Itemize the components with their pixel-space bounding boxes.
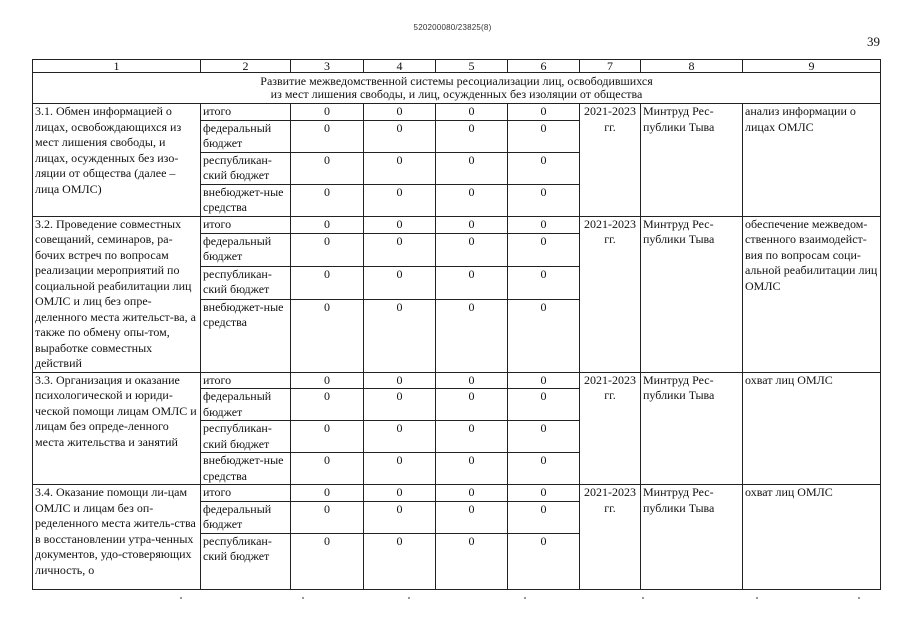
funding-amount: 0 [364, 299, 436, 372]
funding-amount: 0 [436, 184, 508, 216]
funding-amount: 0 [508, 216, 580, 233]
funding-amount: 0 [508, 233, 580, 266]
funding-amount: 0 [508, 266, 580, 299]
scan-speck [642, 597, 644, 599]
column-number: 6 [508, 60, 580, 73]
funding-row [33, 372, 881, 389]
scan-speck [756, 597, 758, 599]
funding-amount: 0 [436, 453, 508, 485]
funding-source: федеральный бюджет [201, 389, 291, 421]
funding-amount: 0 [364, 120, 436, 152]
funding-row [33, 485, 881, 502]
column-number: 4 [364, 60, 436, 73]
funding-amount: 0 [436, 104, 508, 121]
implementation-period: 2021-2023 гг. [580, 104, 641, 217]
funding-source: внебюджет-ные средства [201, 453, 291, 485]
funding-amount: 0 [364, 453, 436, 485]
funding-source: федеральный бюджет [201, 233, 291, 266]
funding-source: федеральный бюджет [201, 120, 291, 152]
column-number: 5 [436, 60, 508, 73]
funding-amount: 0 [291, 299, 364, 372]
column-number: 8 [641, 60, 743, 73]
scan-speck [524, 597, 526, 599]
funding-amount: 0 [291, 533, 364, 589]
funding-amount: 0 [364, 421, 436, 453]
scan-specks [0, 597, 905, 601]
funding-amount: 0 [508, 533, 580, 589]
funding-amount: 0 [291, 389, 364, 421]
funding-amount: 0 [436, 389, 508, 421]
funding-amount: 0 [436, 299, 508, 372]
scan-speck [408, 597, 410, 599]
funding-amount: 0 [291, 372, 364, 389]
section-title [33, 73, 881, 104]
implementation-period: 2021-2023 гг. [580, 372, 641, 485]
expected-result: обеспечение межведом-ственного взаимодейст-вия по вопросам соци-альной реабилитации лиц ОМЛС [743, 216, 881, 372]
responsible-executor: Минтруд Рес-публики Тыва [641, 485, 743, 590]
activity-description: 3.2. Проведение совместных совещаний, семинаров, ра-бочих встреч по вопросам реализации мероприятий по социальной реабилитации лиц ОМЛС и лиц без опре-деленного места жительст-ва, а также по обмену опы-том, выработке совместных действий [33, 216, 201, 372]
document-id: 520200080/23825(8) [413, 23, 492, 32]
responsible-executor: Минтруд Рес-публики Тыва [641, 372, 743, 485]
funding-amount: 0 [436, 485, 508, 502]
program-table [32, 59, 881, 590]
expected-result: охват лиц ОМЛС [743, 372, 881, 485]
column-number: 7 [580, 60, 641, 73]
funding-amount: 0 [364, 184, 436, 216]
implementation-period: 2021-2023 гг. [580, 216, 641, 372]
section-title-line-2: из мест лишения свободы, и лиц, осужденных без изоляции от общества [270, 87, 643, 101]
activity-description: 3.4. Оказание помощи ли-цам ОМЛС и лицам без оп-ределенного места житель-ства в восстановлении утра-ченных документов, удо-стоверяющих личность, о [33, 485, 201, 590]
funding-amount: 0 [508, 120, 580, 152]
funding-amount: 0 [436, 266, 508, 299]
funding-amount: 0 [508, 421, 580, 453]
section-title-row [33, 73, 881, 104]
funding-row [33, 216, 881, 233]
funding-source: внебюджет-ные средства [201, 184, 291, 216]
funding-amount: 0 [508, 299, 580, 372]
funding-amount: 0 [291, 184, 364, 216]
funding-amount: 0 [508, 184, 580, 216]
funding-amount: 0 [508, 453, 580, 485]
funding-source: республикан-ский бюджет [201, 266, 291, 299]
funding-amount: 0 [364, 501, 436, 533]
funding-amount: 0 [508, 389, 580, 421]
funding-source: итого [201, 372, 291, 389]
funding-source: республикан-ский бюджет [201, 421, 291, 453]
funding-amount: 0 [364, 266, 436, 299]
funding-amount: 0 [364, 533, 436, 589]
column-number: 1 [33, 60, 201, 73]
responsible-executor: Минтруд Рес-публики Тыва [641, 216, 743, 372]
funding-amount: 0 [436, 216, 508, 233]
expected-result: охват лиц ОМЛС [743, 485, 881, 590]
funding-amount: 0 [291, 120, 364, 152]
funding-source: внебюджет-ные средства [201, 299, 291, 372]
scan-speck [180, 597, 182, 599]
funding-amount: 0 [291, 233, 364, 266]
implementation-period: 2021-2023 гг. [580, 485, 641, 590]
expected-result: анализ информации о лицах ОМЛС [743, 104, 881, 217]
funding-amount: 0 [508, 104, 580, 121]
page-number: 39 [867, 34, 880, 49]
activity-description: 3.3. Организация и оказание психологической и юриди-ческой помощи лицам ОМЛС и лицам без опреде-ленного места жительства и занятий [33, 372, 201, 485]
funding-amount: 0 [436, 421, 508, 453]
funding-source: федеральный бюджет [201, 501, 291, 533]
funding-amount: 0 [364, 372, 436, 389]
section-title-line-1: Развитие межведомственной системы ресоциализации лиц, освободившихся [260, 74, 653, 88]
funding-amount: 0 [291, 421, 364, 453]
funding-amount: 0 [436, 120, 508, 152]
funding-source: итого [201, 485, 291, 502]
funding-amount: 0 [291, 453, 364, 485]
funding-amount: 0 [508, 501, 580, 533]
funding-amount: 0 [364, 389, 436, 421]
column-number-row [33, 60, 881, 73]
funding-amount: 0 [291, 152, 364, 184]
funding-amount: 0 [291, 216, 364, 233]
funding-source: итого [201, 104, 291, 121]
funding-amount: 0 [436, 533, 508, 589]
funding-amount: 0 [436, 372, 508, 389]
funding-amount: 0 [436, 233, 508, 266]
funding-source: республикан-ский бюджет [201, 533, 291, 589]
funding-amount: 0 [436, 501, 508, 533]
funding-amount: 0 [291, 104, 364, 121]
funding-amount: 0 [508, 485, 580, 502]
column-number: 2 [201, 60, 291, 73]
funding-row [33, 104, 881, 121]
responsible-executor: Минтруд Рес-публики Тыва [641, 104, 743, 217]
scan-speck [858, 597, 860, 599]
funding-amount: 0 [508, 372, 580, 389]
funding-amount: 0 [436, 152, 508, 184]
funding-amount: 0 [291, 266, 364, 299]
column-number: 3 [291, 60, 364, 73]
funding-amount: 0 [364, 152, 436, 184]
activity-description: 3.1. Обмен информацией о лицах, освобождающихся из мест лишения свободы, и лицах, осужденных без изо-ляции от общества (далее – лица ОМЛС) [33, 104, 201, 217]
funding-amount: 0 [364, 216, 436, 233]
funding-amount: 0 [291, 501, 364, 533]
funding-amount: 0 [364, 104, 436, 121]
funding-amount: 0 [364, 485, 436, 502]
funding-amount: 0 [364, 233, 436, 266]
column-number: 9 [743, 60, 881, 73]
scan-speck [302, 597, 304, 599]
funding-source: итого [201, 216, 291, 233]
funding-amount: 0 [291, 485, 364, 502]
funding-source: республикан-ский бюджет [201, 152, 291, 184]
funding-amount: 0 [508, 152, 580, 184]
